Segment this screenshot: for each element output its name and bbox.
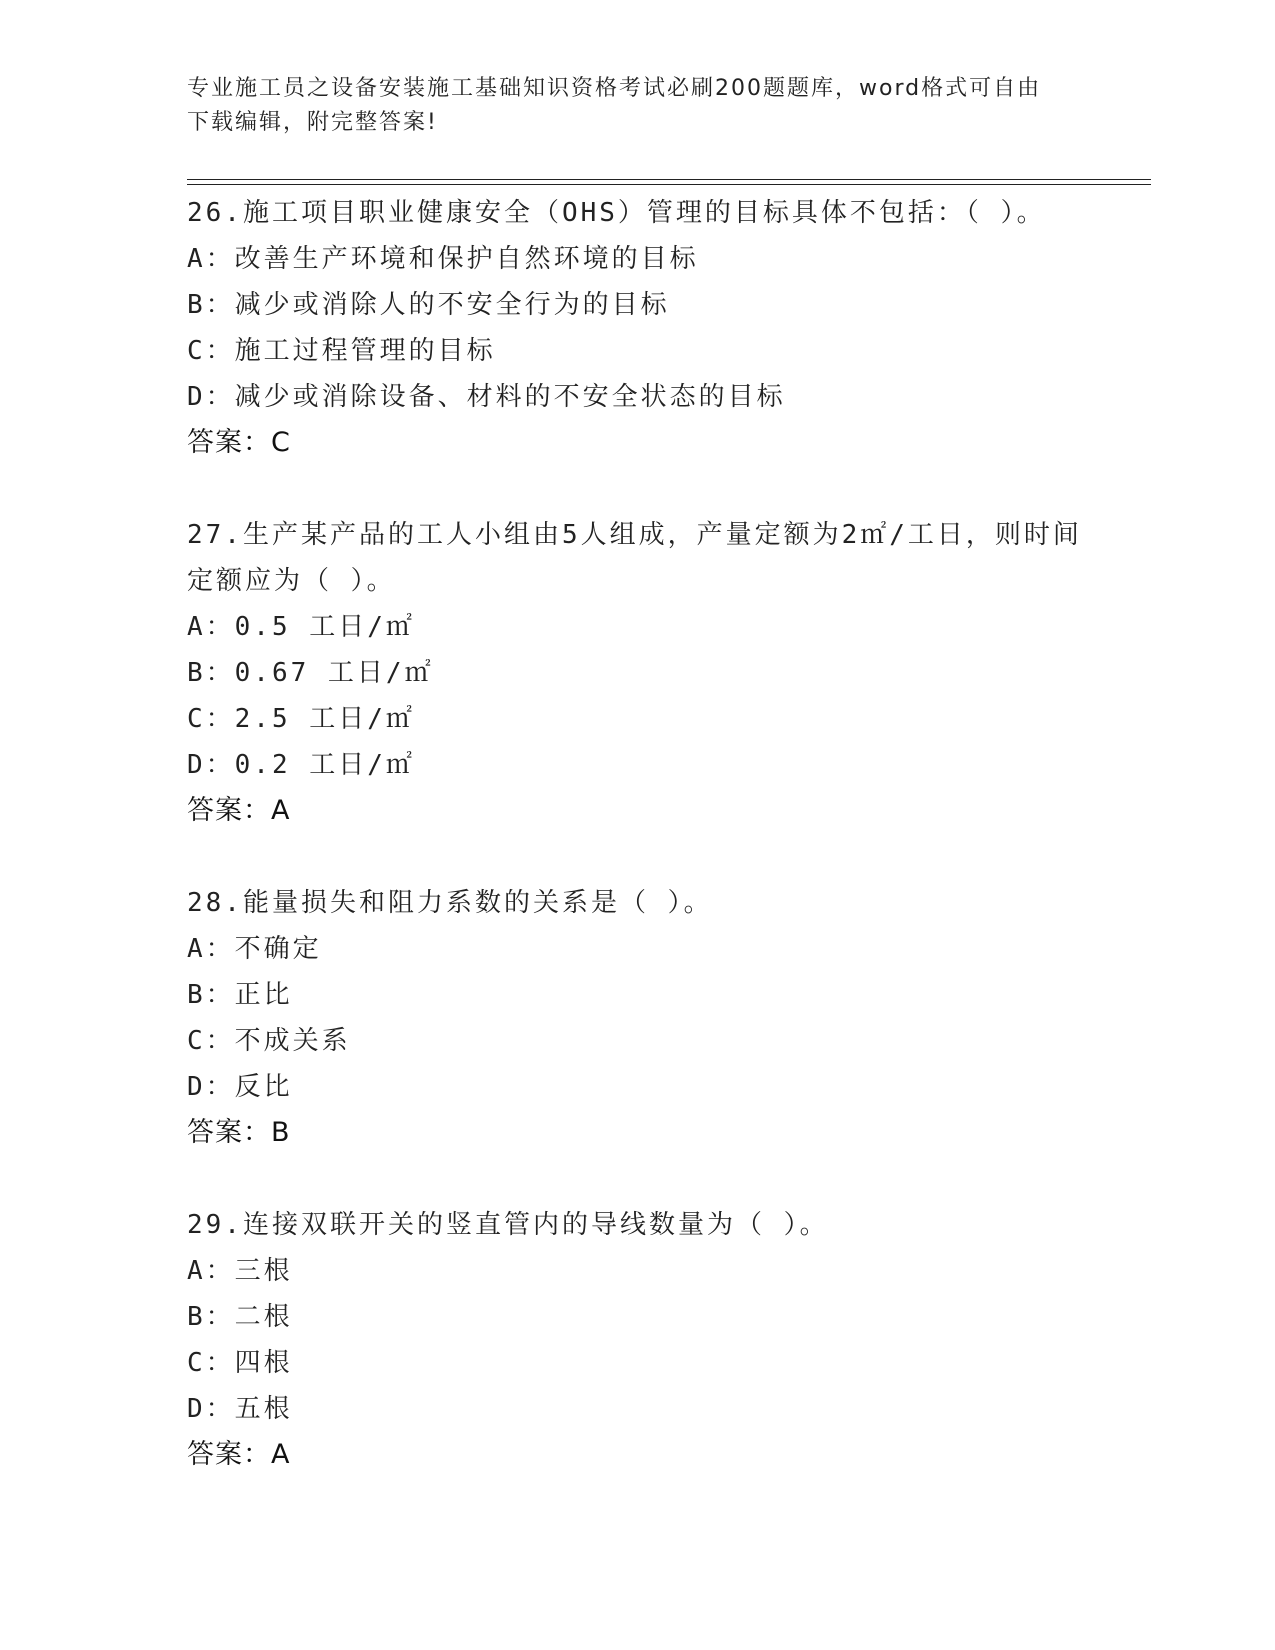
answer-value: A [271, 795, 291, 826]
option-c: C：不成关系 [187, 1026, 351, 1056]
option-c: C：施工过程管理的目标 [187, 336, 496, 366]
question-26 [187, 190, 1107, 466]
answer-line [187, 420, 1107, 466]
question-list [187, 190, 1107, 1524]
header-divider-top [187, 179, 1151, 180]
option-b: B：0.67 工日/㎡ [187, 658, 434, 688]
answer-label: 答案： [187, 1439, 271, 1470]
document-header [187, 72, 1087, 140]
question-28 [187, 880, 1107, 1156]
option-c: C：四根 [187, 1348, 293, 1378]
question-stem: 27.生产某产品的工人小组由5人组成，产量定额为2㎡/工日，则时间 [187, 520, 1082, 550]
header-divider-bottom [187, 184, 1151, 185]
option-a: A：不确定 [187, 934, 322, 964]
question-stem: 26.施工项目职业健康安全（OHS）管理的目标具体不包括：（ ）。 [187, 198, 1046, 228]
option-d: D：0.2 工日/㎡ [187, 750, 415, 780]
answer-value: B [271, 1117, 291, 1148]
option-d: D：反比 [187, 1072, 293, 1102]
option-d: D：五根 [187, 1394, 293, 1424]
answer-label: 答案： [187, 1117, 271, 1148]
option-d: D：减少或消除设备、材料的不安全状态的目标 [187, 382, 786, 412]
answer-label: 答案： [187, 427, 271, 458]
question-27 [187, 512, 1107, 834]
option-b: B：减少或消除人的不安全行为的目标 [187, 290, 670, 320]
option-b: B：二根 [187, 1302, 293, 1332]
answer-value: A [271, 1439, 291, 1470]
question-29 [187, 1202, 1107, 1478]
header-line-1: 专业施工员之设备安装施工基础知识资格考试必刷200题题库，word格式可自由 [187, 76, 1042, 101]
option-a: A：三根 [187, 1256, 293, 1286]
answer-line [187, 788, 1107, 834]
option-c: C：2.5 工日/㎡ [187, 704, 415, 734]
question-stem: 28.能量损失和阻力系数的关系是（ ）。 [187, 888, 713, 918]
answer-label: 答案： [187, 795, 271, 826]
answer-line [187, 1110, 1107, 1156]
question-stem-continued: 定额应为（ ）。 [187, 566, 396, 596]
header-line-2: 下载编辑，附完整答案! [187, 110, 438, 135]
option-a: A：0.5 工日/㎡ [187, 612, 415, 642]
question-stem: 29.连接双联开关的竖直管内的导线数量为（ ）。 [187, 1210, 829, 1240]
option-b: B：正比 [187, 980, 293, 1010]
answer-line [187, 1432, 1107, 1478]
option-a: A：改善生产环境和保护自然环境的目标 [187, 244, 699, 274]
answer-value: C [271, 427, 291, 458]
